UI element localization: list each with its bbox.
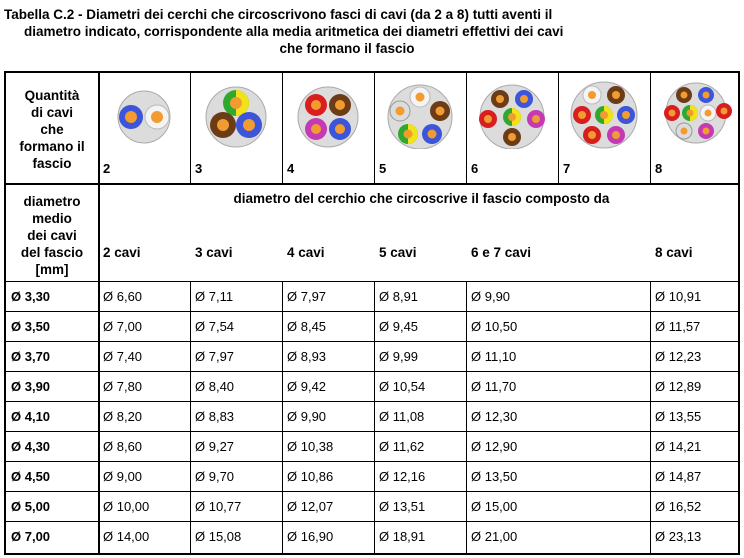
col-divider <box>374 73 375 183</box>
col-divider <box>466 73 467 183</box>
table-title <box>4 6 740 57</box>
diameter-label-line: medio <box>32 211 72 226</box>
count-label: 8 <box>655 161 663 176</box>
row-divider <box>6 371 738 372</box>
column-header: 2 cavi <box>103 245 141 260</box>
table-cell: Ø 14,87 <box>655 469 702 484</box>
table-cell: Ø 15,00 <box>471 499 518 514</box>
col-divider <box>558 73 559 183</box>
quantity-label-line: di cavi <box>30 105 74 120</box>
table-cell: Ø 9,00 <box>103 469 143 484</box>
col-divider <box>190 281 191 553</box>
table-cell: Ø 11,62 <box>379 439 425 454</box>
cable-bundle-table <box>4 71 740 555</box>
table-cell: Ø 11,70 <box>471 379 517 394</box>
column-header: 3 cavi <box>195 245 233 260</box>
col-divider <box>650 281 651 553</box>
table-cell: Ø 23,13 <box>655 529 702 544</box>
table-cell: Ø 14,21 <box>655 439 702 454</box>
header-divider <box>6 183 738 185</box>
table-cell: Ø 7,80 <box>103 379 143 394</box>
row-diameter: Ø 3,70 <box>11 349 51 364</box>
table-cell: Ø 21,00 <box>471 529 518 544</box>
table-cell: Ø 7,11 <box>195 289 234 304</box>
bundle-4-cables-icon <box>286 79 370 149</box>
title-line-1: Tabella C.2 - Diametri dei cerchi che circoscrivono fasci di cavi (da 2 a 8) tutti aventi il <box>4 7 553 22</box>
table-cell: Ø 12,89 <box>655 379 702 394</box>
table-cell: Ø 13,55 <box>655 409 702 424</box>
row-divider <box>6 311 738 312</box>
table-cell: Ø 11,57 <box>655 319 701 334</box>
table-cell: Ø 7,40 <box>103 349 143 364</box>
diameter-label-line: diametro <box>23 194 81 209</box>
table-cell: Ø 9,70 <box>195 469 235 484</box>
col-divider <box>466 281 467 553</box>
col-divider <box>282 281 283 553</box>
column-header: 4 cavi <box>287 245 325 260</box>
table-cell: Ø 12,07 <box>287 499 334 514</box>
table-cell: Ø 9,90 <box>471 289 511 304</box>
table-cell: Ø 16,90 <box>287 529 334 544</box>
table-cell: Ø 16,52 <box>655 499 702 514</box>
table-cell: Ø 8,40 <box>195 379 235 394</box>
table-cell: Ø 7,97 <box>195 349 235 364</box>
table-cell: Ø 8,93 <box>287 349 327 364</box>
row-divider <box>6 461 738 462</box>
row-divider <box>6 491 738 492</box>
count-label: 2 <box>103 161 111 176</box>
col-divider <box>282 73 283 183</box>
table-cell: Ø 11,08 <box>379 409 425 424</box>
table-cell: Ø 10,54 <box>379 379 426 394</box>
table-cell: Ø 11,10 <box>471 349 517 364</box>
count-label: 4 <box>287 161 295 176</box>
table-cell: Ø 10,86 <box>287 469 334 484</box>
column-header: 8 cavi <box>655 245 693 260</box>
diameter-label-line: dei cavi <box>27 228 77 243</box>
table-cell: Ø 6,60 <box>103 289 143 304</box>
table-cell: Ø 8,20 <box>103 409 143 424</box>
quantity-label-line: Quantità <box>24 88 80 103</box>
title-line-3: che formano il fascio <box>279 41 415 56</box>
row-diameter: Ø 7,00 <box>11 529 51 544</box>
count-label: 6 <box>471 161 479 176</box>
bundle-5-cables-icon <box>378 79 462 149</box>
row-divider <box>6 281 738 282</box>
col-divider <box>190 73 191 183</box>
table-cell: Ø 8,45 <box>287 319 327 334</box>
col-divider <box>374 281 375 553</box>
table-cell: Ø 10,77 <box>195 499 242 514</box>
table-cell: Ø 12,30 <box>471 409 518 424</box>
col-divider-label <box>98 73 100 553</box>
table-cell: Ø 9,90 <box>287 409 327 424</box>
table-cell: Ø 12,23 <box>655 349 702 364</box>
row-diameter: Ø 4,10 <box>11 409 51 424</box>
column-header: 5 cavi <box>379 245 417 260</box>
table-cell: Ø 13,51 <box>379 499 426 514</box>
column-header: 6 e 7 cavi <box>471 245 532 260</box>
row-divider <box>6 431 738 432</box>
title-line-2: diametro indicato, corrispondente alla media aritmetica dei diametri effettivi dei cavi <box>24 24 564 39</box>
quantity-label <box>6 87 98 172</box>
table-cell: Ø 10,00 <box>103 499 150 514</box>
table-cell: Ø 10,91 <box>655 289 702 304</box>
diameter-label-line: [mm] <box>35 262 69 277</box>
table-cell: Ø 15,08 <box>195 529 242 544</box>
bundle-8-cables-icon <box>654 81 738 145</box>
row-diameter: Ø 3,90 <box>11 379 51 394</box>
bundle-3-cables-icon <box>194 79 278 149</box>
row-diameter: Ø 4,30 <box>11 439 51 454</box>
table-cell: Ø 10,38 <box>287 439 334 454</box>
table-cell: Ø 12,16 <box>379 469 426 484</box>
col-divider <box>650 73 651 183</box>
circle-diameter-heading: diametro del cerchio che circoscrive il fascio composto da <box>233 191 610 206</box>
quantity-label-line: fascio <box>32 156 72 171</box>
row-divider <box>6 521 738 522</box>
row-diameter: Ø 4,50 <box>11 469 51 484</box>
diameter-label <box>6 193 98 278</box>
table-cell: Ø 14,00 <box>103 529 150 544</box>
count-label: 5 <box>379 161 387 176</box>
table-cell: Ø 8,83 <box>195 409 235 424</box>
table-cell: Ø 7,97 <box>287 289 327 304</box>
table-cell: Ø 10,50 <box>471 319 518 334</box>
table-cell: Ø 12,90 <box>471 439 518 454</box>
table-cell: Ø 13,50 <box>471 469 518 484</box>
table-cell: Ø 9,42 <box>287 379 327 394</box>
bundle-7-cables-icon <box>562 77 646 149</box>
bundle-2-cables-icon <box>102 89 186 145</box>
count-label: 7 <box>563 161 571 176</box>
quantity-label-line: formano il <box>19 139 85 154</box>
table-cell: Ø 8,60 <box>103 439 143 454</box>
table-cell: Ø 8,91 <box>379 289 419 304</box>
row-divider <box>6 341 738 342</box>
bundle-6-cables-icon <box>470 79 554 149</box>
table-cell: Ø 7,54 <box>195 319 235 334</box>
quantity-label-line: che <box>40 122 64 137</box>
row-divider <box>6 401 738 402</box>
table-cell: Ø 7,00 <box>103 319 143 334</box>
row-diameter: Ø 5,00 <box>11 499 51 514</box>
table-cell: Ø 18,91 <box>379 529 426 544</box>
row-diameter: Ø 3,50 <box>11 319 51 334</box>
table-cell: Ø 9,45 <box>379 319 419 334</box>
table-cell: Ø 9,99 <box>379 349 419 364</box>
diameter-label-line: del fascio <box>20 245 84 260</box>
row-diameter: Ø 3,30 <box>11 289 51 304</box>
count-label: 3 <box>195 161 203 176</box>
table-cell: Ø 9,27 <box>195 439 235 454</box>
